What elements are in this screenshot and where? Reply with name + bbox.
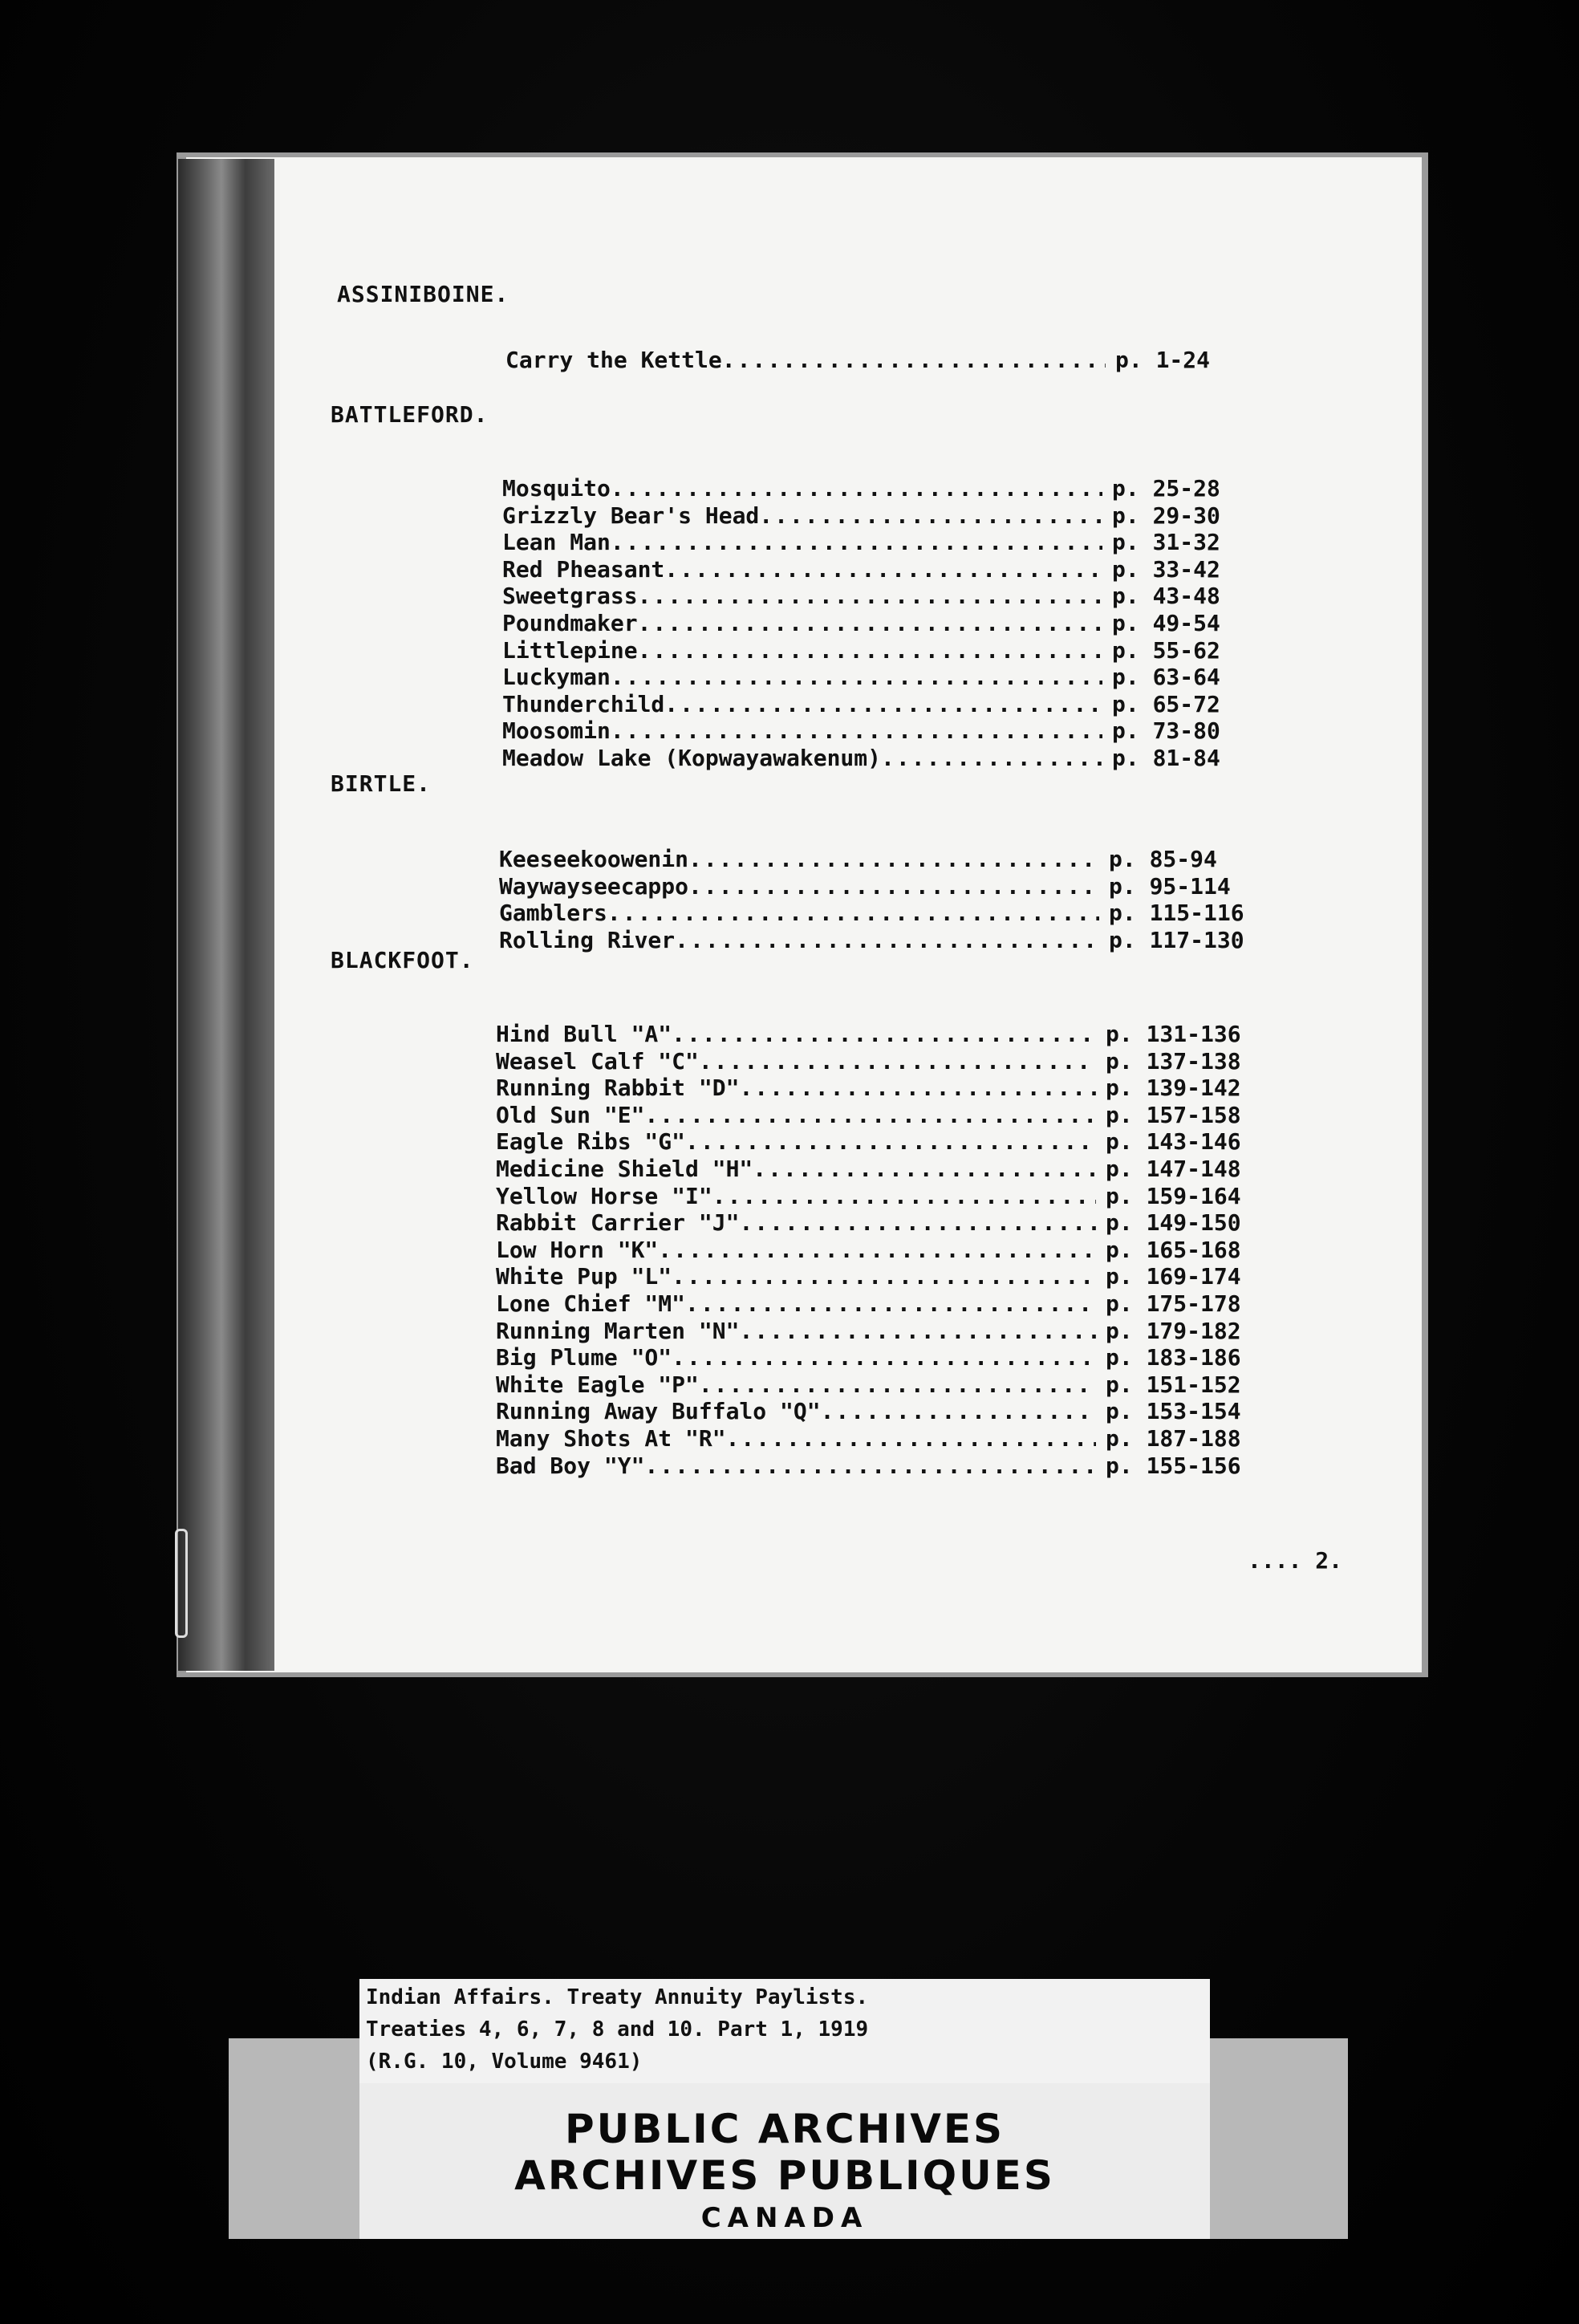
leader-dots: [672, 1344, 1096, 1371]
leader-dots: [672, 1021, 1096, 1047]
list-item: [499, 927, 1269, 954]
entry-pages: p. 151-152: [1106, 1371, 1241, 1398]
archive-stamp: [359, 2083, 1210, 2239]
entry-pages: p. 179-182: [1106, 1317, 1241, 1344]
list-item: [496, 1128, 1266, 1156]
leader-dots: [611, 664, 1102, 690]
leader-dots: [688, 873, 1099, 900]
entry-pages: p. 115-116: [1109, 900, 1244, 927]
entry-name: Luckyman: [502, 664, 611, 691]
leader-dots: [699, 1048, 1096, 1075]
section-title: BLACKFOOT.: [331, 947, 474, 973]
entry-pages: p. 157-158: [1106, 1101, 1241, 1128]
leader-dots: [607, 900, 1099, 926]
entry-name: Sweetgrass: [502, 583, 638, 610]
entry-pages: p. 137-138: [1106, 1047, 1241, 1075]
entry-name: Lean Man: [502, 529, 611, 556]
entry-pages: p. 131-136: [1106, 1021, 1241, 1047]
list-item: [502, 745, 1273, 772]
section-title: ASSINIBOINE.: [337, 281, 509, 307]
entry-pages: p. 117-130: [1109, 926, 1244, 953]
leader-dots: [638, 637, 1102, 664]
entry-name: Big Plume "O": [496, 1344, 672, 1371]
list-item: [502, 583, 1273, 610]
entry-pages: p. 31-32: [1112, 529, 1220, 556]
leader-dots: [726, 1425, 1096, 1452]
leader-dots: [739, 1075, 1096, 1101]
list-item: [502, 475, 1273, 502]
leader-dots: [611, 475, 1102, 502]
entry-name: Littlepine: [502, 636, 638, 664]
leader-dots: [644, 1102, 1096, 1128]
entry-name: Carry the Kettle: [505, 347, 722, 373]
collection-label-line-1: Indian Affairs. Treaty Annuity Paylists.: [366, 1985, 869, 2009]
stamp-line-3: CANADA: [700, 2202, 869, 2234]
entry-name: Poundmaker: [502, 610, 638, 636]
list-item: [499, 873, 1269, 900]
entry-name: Lone Chief "M": [496, 1290, 686, 1317]
entry-pages: p. 85-94: [1109, 846, 1217, 872]
entry-name: Running Marten "N": [496, 1317, 740, 1344]
leader-dots: [699, 1371, 1096, 1398]
collection-label-line-3: (R.G. 10, Volume 9461): [366, 2050, 643, 2074]
collection-label-line-2: Treaties 4, 6, 7, 8 and 10. Part 1, 1919: [366, 2017, 869, 2042]
entry-name: Red Pheasant: [502, 555, 665, 583]
list-item: [502, 717, 1273, 745]
list-item: [502, 664, 1273, 691]
entry-pages: p. 43-48: [1112, 583, 1220, 610]
entry-pages: p. 25-28: [1112, 475, 1220, 502]
entry-pages: p. 139-142: [1106, 1075, 1241, 1102]
list-item: [496, 1452, 1266, 1480]
entry-pages: p. 187-188: [1106, 1425, 1241, 1452]
entry-pages: p. 65-72: [1112, 690, 1220, 717]
entry-pages: p. 175-178: [1106, 1290, 1241, 1317]
list-item: [496, 1209, 1266, 1237]
entry-name: Old Sun "E": [496, 1101, 645, 1128]
entry-name: Hind Bull "A": [496, 1021, 672, 1047]
section-title: BIRTLE.: [331, 770, 432, 797]
entry-pages: p. 33-42: [1112, 555, 1220, 583]
list-item: [502, 610, 1273, 637]
entry-name: Low Horn "K": [496, 1236, 659, 1263]
leader-dots: [611, 529, 1102, 555]
entry-name: Grizzly Bear's Head: [502, 502, 760, 529]
entry-name: Running Away Buffalo "Q": [496, 1398, 821, 1425]
list-item: [502, 691, 1273, 718]
entry-pages: p. 147-148: [1106, 1156, 1241, 1182]
continuation-marker: .... 2.: [1248, 1547, 1343, 1574]
leader-dots: [739, 1318, 1096, 1344]
list-item: [496, 1048, 1266, 1075]
entry-name: Waywayseecappo: [499, 872, 689, 900]
entry-name: Gamblers: [499, 900, 607, 927]
leader-dots: [664, 556, 1102, 583]
entry-name: Meadow Lake (Kopwayawakenum): [502, 745, 882, 771]
list-item: [496, 1290, 1266, 1318]
list-item: [502, 637, 1273, 664]
entry-pages: p. 29-30: [1112, 502, 1220, 529]
entry-name: Running Rabbit "D": [496, 1075, 740, 1102]
list-item: [496, 1237, 1266, 1264]
entry-name: Eagle Ribs "G": [496, 1128, 686, 1156]
list-item: [496, 1344, 1266, 1371]
entry-name: Thunderchild: [502, 690, 665, 717]
entry-name: Rabbit Carrier "J": [496, 1209, 740, 1237]
leader-dots: [638, 610, 1102, 636]
list-item: [502, 556, 1273, 583]
entry-name: Yellow Horse "I": [496, 1182, 712, 1209]
stamp-line-2: ARCHIVES PUBLIQUES: [514, 2152, 1055, 2199]
entry-pages: p. 1-24: [1115, 347, 1211, 373]
leader-dots: [722, 347, 1106, 373]
leader-dots: [644, 1452, 1096, 1479]
list-item: [496, 1398, 1266, 1425]
list-item: [496, 1102, 1266, 1129]
entry-pages: p. 63-64: [1112, 664, 1220, 691]
entry-pages: p. 55-62: [1112, 636, 1220, 664]
list-item: [502, 529, 1273, 556]
page-binding: [178, 159, 274, 1671]
leader-dots: [688, 846, 1099, 872]
list-item: [496, 1371, 1266, 1399]
list-item: [496, 1021, 1266, 1048]
leader-dots: [881, 745, 1102, 771]
entry-pages: p. 165-168: [1106, 1236, 1241, 1263]
leader-dots: [753, 1156, 1096, 1182]
leader-dots: [664, 691, 1102, 717]
entry-name: White Eagle "P": [496, 1371, 699, 1398]
entry-name: Medicine Shield "H": [496, 1156, 753, 1182]
entry-pages: p. 143-146: [1106, 1128, 1241, 1156]
entry-pages: p. 155-156: [1106, 1452, 1241, 1479]
leader-dots: [675, 927, 1099, 953]
collection-label: [359, 1979, 1210, 2083]
entry-name: Many Shots At "R": [496, 1425, 726, 1452]
list-item: [505, 347, 1276, 374]
leader-dots: [611, 717, 1102, 744]
entry-name: Keeseekoowenin: [499, 846, 689, 872]
leader-dots: [638, 583, 1102, 609]
entry-name: Rolling River: [499, 926, 676, 953]
entry-pages: p. 183-186: [1106, 1344, 1241, 1371]
list-item: [496, 1075, 1266, 1102]
entry-name: Moosomin: [502, 717, 611, 745]
entry-pages: p. 49-54: [1112, 610, 1220, 636]
leader-dots: [672, 1263, 1096, 1290]
entry-pages: p. 169-174: [1106, 1263, 1241, 1290]
entry-name: White Pup "L": [496, 1263, 672, 1290]
leader-dots: [712, 1183, 1096, 1209]
leader-dots: [658, 1237, 1096, 1263]
entry-name: Weasel Calf "C": [496, 1047, 699, 1075]
entry-pages: p. 149-150: [1106, 1209, 1241, 1237]
list-item: [496, 1318, 1266, 1345]
list-item: [496, 1156, 1266, 1183]
section-title: BATTLEFORD.: [331, 401, 489, 428]
list-item: [496, 1183, 1266, 1210]
entry-name: Bad Boy "Y": [496, 1452, 645, 1479]
leader-dots: [739, 1209, 1096, 1236]
leader-dots: [685, 1290, 1096, 1317]
list-item: [499, 900, 1269, 927]
entry-pages: p. 159-164: [1106, 1182, 1241, 1209]
entry-pages: p. 153-154: [1106, 1398, 1241, 1425]
stamp-line-1: PUBLIC ARCHIVES: [564, 2106, 1005, 2152]
entry-pages: p. 81-84: [1112, 745, 1220, 771]
entry-pages: p. 95-114: [1109, 872, 1231, 900]
list-item: [496, 1263, 1266, 1290]
leader-dots: [759, 502, 1102, 529]
leader-dots: [685, 1128, 1096, 1155]
list-item: [499, 846, 1269, 873]
list-item: [496, 1425, 1266, 1452]
leader-dots: [821, 1398, 1096, 1424]
staple-mark: [175, 1529, 188, 1638]
list-item: [502, 502, 1273, 530]
entry-pages: p. 73-80: [1112, 717, 1220, 745]
entry-name: Mosquito: [502, 475, 611, 502]
